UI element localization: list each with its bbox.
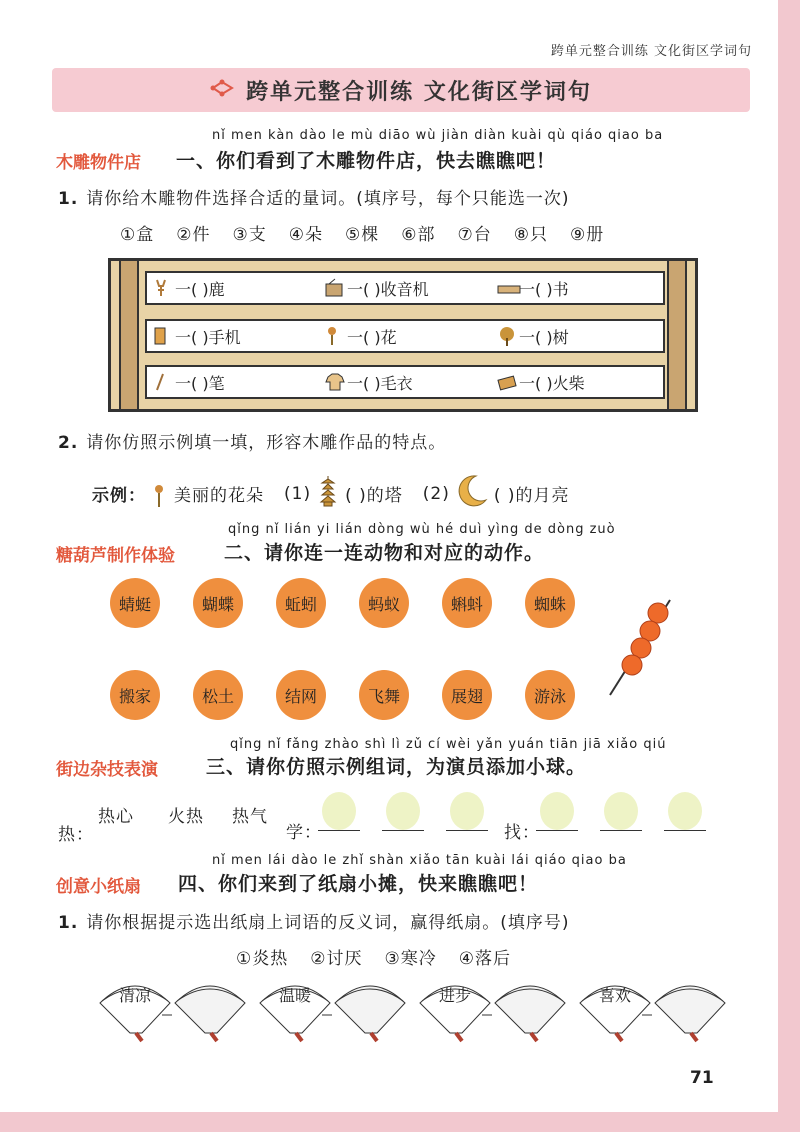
label-zhao: 找： bbox=[504, 823, 540, 843]
animal-ball[interactable]: 蜘蛛 bbox=[525, 578, 575, 628]
fans-row bbox=[90, 975, 730, 1045]
juggle-ball bbox=[604, 792, 638, 830]
word-example: 热心 bbox=[98, 807, 134, 827]
shelf-cell bbox=[491, 371, 663, 394]
page-number: 71 bbox=[690, 1068, 714, 1088]
example-text: 美丽的花朵 bbox=[174, 486, 264, 506]
section1-question1 bbox=[58, 184, 570, 209]
option-item: ④朵 bbox=[288, 225, 323, 245]
flower-icon bbox=[152, 484, 168, 504]
book-icon bbox=[497, 278, 513, 298]
pagoda-icon bbox=[317, 475, 339, 512]
page-edge-right bbox=[778, 0, 800, 1132]
question-number: 2. bbox=[58, 433, 79, 453]
section4-pinyin: nǐ men lái dào le zhǐ shàn xiǎo tān kuài lái qiáo qiao ba bbox=[212, 853, 627, 868]
shelf-cell bbox=[319, 325, 491, 348]
answer-line[interactable] bbox=[318, 830, 360, 831]
answer-line[interactable] bbox=[664, 830, 706, 831]
fill-blank[interactable]: 一( )手机 bbox=[175, 327, 241, 347]
item-number: (1) bbox=[284, 483, 312, 504]
fill-blank[interactable]: 一( )火柴 bbox=[519, 373, 585, 393]
option-item: ③支 bbox=[232, 225, 267, 245]
question-number: 1. bbox=[58, 913, 79, 933]
shelf-cell bbox=[491, 325, 663, 348]
fan-word: 温暖 bbox=[278, 986, 312, 1005]
option-item: ④落后 bbox=[458, 949, 511, 969]
juggle-ball bbox=[322, 792, 356, 830]
shelf-post bbox=[667, 261, 687, 409]
fill-blank[interactable]: 一( )毛衣 bbox=[347, 373, 413, 393]
question-number: 1. bbox=[58, 189, 79, 209]
option-item: ⑨册 bbox=[570, 225, 605, 245]
phone-icon bbox=[153, 326, 169, 346]
page-edge-bottom bbox=[0, 1112, 800, 1132]
fan-item[interactable] bbox=[260, 986, 330, 1041]
fan-item[interactable] bbox=[175, 986, 245, 1041]
shelf-row bbox=[145, 319, 665, 353]
fan-word: 喜欢 bbox=[598, 986, 632, 1005]
item-number: (2) bbox=[422, 483, 450, 504]
fan-item[interactable] bbox=[420, 986, 490, 1041]
shelf-cell bbox=[147, 325, 319, 348]
action-ball[interactable]: 松土 bbox=[193, 670, 243, 720]
section4-tag: 创意小纸扇 bbox=[56, 877, 141, 897]
antonym-options bbox=[236, 944, 511, 969]
section3-pinyin: qǐng nǐ fǎng zhào shì lì zǔ cí wèi yǎn yuán tiān jiā xiǎo qiú bbox=[230, 737, 667, 752]
flower-icon bbox=[325, 326, 341, 346]
answer-line[interactable] bbox=[600, 830, 642, 831]
page-title: 跨单元整合训练 文化街区学词句 bbox=[246, 79, 592, 105]
action-ball[interactable]: 游泳 bbox=[525, 670, 575, 720]
fill-blank[interactable]: 一( )笔 bbox=[175, 373, 225, 393]
question-text: 请你给木雕物件选择合适的量词。(填序号，每个只能选一次) bbox=[86, 189, 570, 209]
title-bar bbox=[52, 68, 750, 112]
fill-blank[interactable]: 一( )鹿 bbox=[175, 279, 225, 299]
option-item: ①炎热 bbox=[236, 949, 289, 969]
label-xue: 学： bbox=[286, 823, 322, 843]
fan-item[interactable] bbox=[495, 986, 565, 1041]
shelf-cell bbox=[147, 371, 319, 394]
shelf-cell bbox=[491, 277, 663, 300]
deer-icon bbox=[153, 278, 169, 298]
option-item: ⑧只 bbox=[513, 225, 548, 245]
action-ball[interactable]: 飞舞 bbox=[359, 670, 409, 720]
fill-blank[interactable]: ( )的月亮 bbox=[493, 486, 570, 506]
fan-item[interactable] bbox=[100, 986, 170, 1041]
action-ball[interactable]: 搬家 bbox=[110, 670, 160, 720]
animal-ball[interactable]: 蝴蝶 bbox=[193, 578, 243, 628]
juggle-ball bbox=[450, 792, 484, 830]
question-text: 请你根据提示选出纸扇上词语的反义词，赢得纸扇。(填序号) bbox=[86, 913, 570, 933]
measure-word-options bbox=[120, 220, 604, 245]
label-re: 热： bbox=[58, 825, 94, 845]
animal-ball[interactable]: 蝌蚪 bbox=[442, 578, 492, 628]
answer-line[interactable] bbox=[446, 830, 488, 831]
option-item: ⑤棵 bbox=[345, 225, 380, 245]
word-example: 火热 bbox=[168, 807, 204, 827]
fill-blank[interactable]: 一( )书 bbox=[519, 279, 569, 299]
fan-item[interactable] bbox=[335, 986, 405, 1041]
shelf-cell bbox=[319, 277, 491, 300]
example-label: 示例： bbox=[92, 486, 146, 506]
answer-line[interactable] bbox=[382, 830, 424, 831]
fill-blank[interactable]: 一( )树 bbox=[519, 327, 569, 347]
animal-ball[interactable]: 蜻蜓 bbox=[110, 578, 160, 628]
tanghulu-icon bbox=[600, 595, 680, 709]
juggle-ball bbox=[668, 792, 702, 830]
animal-ball[interactable]: 蚂蚁 bbox=[359, 578, 409, 628]
pen-icon bbox=[153, 372, 169, 392]
shelf-cell bbox=[147, 277, 319, 300]
juggle-ball bbox=[386, 792, 420, 830]
fill-blank[interactable]: 一( )收音机 bbox=[347, 279, 429, 299]
fan-word: 进步 bbox=[438, 986, 472, 1005]
fan-item[interactable] bbox=[580, 986, 650, 1041]
action-ball[interactable]: 结网 bbox=[276, 670, 326, 720]
tree-icon bbox=[497, 326, 513, 346]
shelf-cell bbox=[319, 371, 491, 394]
radio-icon bbox=[325, 278, 341, 298]
question-text: 请你仿照示例填一填，形容木雕作品的特点。 bbox=[86, 433, 447, 453]
moon-icon bbox=[456, 474, 488, 513]
section2-title: 二、请你连一连动物和对应的动作。 bbox=[224, 542, 545, 564]
example-row bbox=[92, 474, 570, 513]
shelf-row bbox=[145, 365, 665, 399]
running-header: 跨单元整合训练 文化街区学词句 bbox=[550, 44, 752, 59]
fill-blank[interactable]: 一( )花 bbox=[347, 327, 397, 347]
option-item: ②件 bbox=[176, 225, 211, 245]
section3-tag: 街边杂技表演 bbox=[56, 760, 158, 780]
fill-blank[interactable]: ( )的塔 bbox=[345, 486, 403, 506]
section2-pinyin: qǐng nǐ lián yi lián dòng wù hé duì yìng de dòng zuò bbox=[228, 522, 616, 537]
answer-line[interactable] bbox=[536, 830, 578, 831]
juggle-ball bbox=[540, 792, 574, 830]
action-ball[interactable]: 展翅 bbox=[442, 670, 492, 720]
option-item: ①盒 bbox=[120, 225, 155, 245]
section4-question1 bbox=[58, 908, 570, 933]
sweater-icon bbox=[325, 372, 341, 392]
option-item: ②讨厌 bbox=[310, 949, 363, 969]
section2-tag: 糖葫芦制作体验 bbox=[56, 546, 175, 566]
animal-ball[interactable]: 蚯蚓 bbox=[276, 578, 326, 628]
option-item: ⑥部 bbox=[401, 225, 436, 245]
section4-title: 四、你们来到了纸扇小摊，快来瞧瞧吧！ bbox=[178, 873, 539, 895]
wooden-shelf bbox=[108, 258, 698, 412]
matchbox-icon bbox=[497, 372, 513, 392]
option-item: ③寒冷 bbox=[384, 949, 437, 969]
section1-tag: 木雕物件店 bbox=[56, 153, 141, 173]
word-example: 热气 bbox=[232, 807, 268, 827]
option-item: ⑦台 bbox=[457, 225, 492, 245]
section3-title: 三、请你仿照示例组词，为演员添加小球。 bbox=[206, 756, 587, 778]
fan-word: 清凉 bbox=[118, 986, 152, 1005]
chevron-icon bbox=[210, 78, 236, 102]
section1-pinyin: nǐ men kàn dào le mù diāo wù jiàn diàn kuài qù qiáo qiao ba bbox=[212, 128, 664, 143]
section1-question2 bbox=[58, 428, 446, 453]
shelf-row bbox=[145, 271, 665, 305]
section1-title: 一、你们看到了木雕物件店，快去瞧瞧吧！ bbox=[176, 150, 557, 172]
fan-item[interactable] bbox=[655, 986, 725, 1041]
shelf-post bbox=[119, 261, 139, 409]
